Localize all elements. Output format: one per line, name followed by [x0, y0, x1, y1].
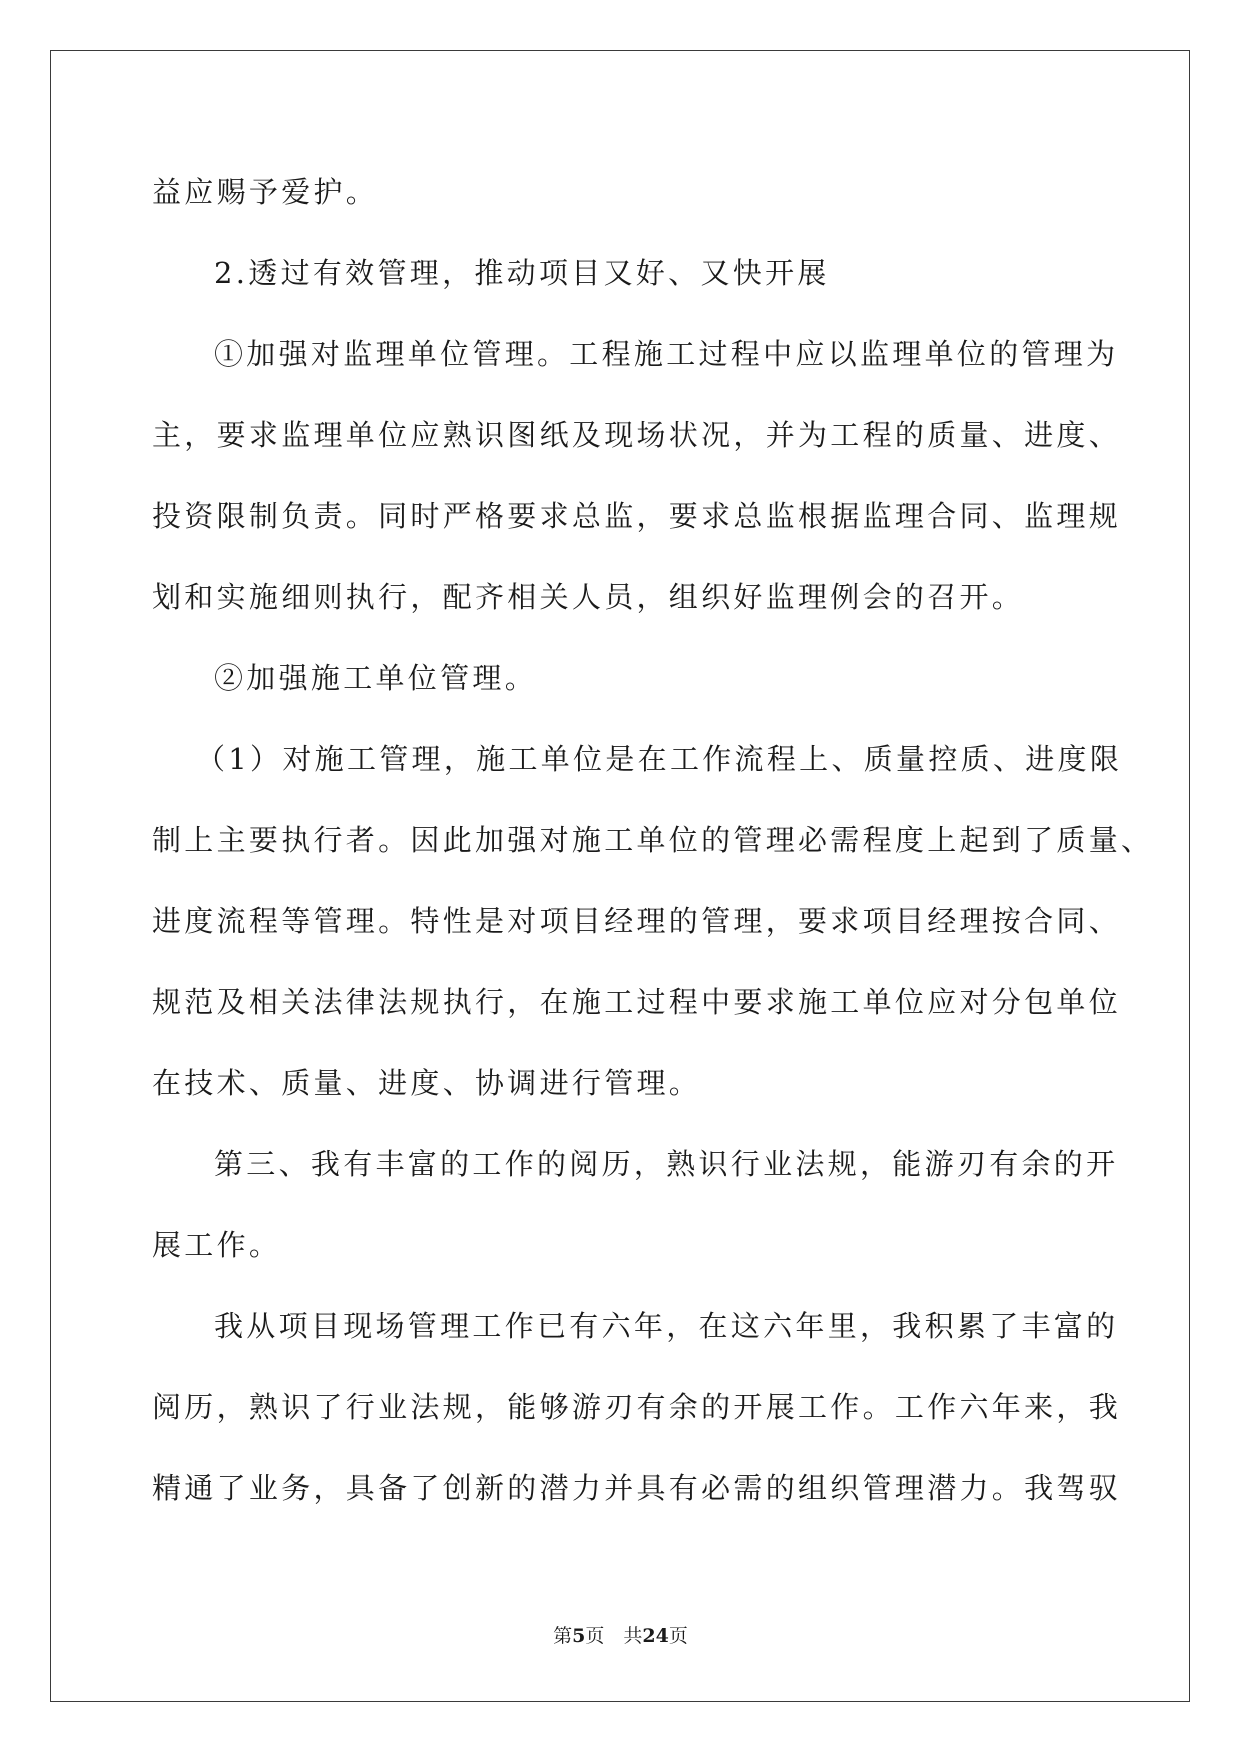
text-line: 投资限制负责。同时严格要求总监，要求总监根据监理合同、监理规: [152, 499, 1122, 533]
text-line: 阅历，熟识了行业法规，能够游刃有余的开展工作。工作六年来，我: [152, 1390, 1122, 1424]
text-line: 益应赐予爱护。: [152, 175, 379, 209]
page-footer: [0, 1624, 1241, 1648]
text-line: 第三、我有丰富的工作的阅历，熟识行业法规，能游刃有余的开: [214, 1147, 1119, 1181]
current-page-number: 5: [572, 1625, 586, 1647]
footer-suffix: 页: [668, 1625, 688, 1647]
text-line: 进度流程等管理。特性是对项目经理的管理，要求项目经理按合同、: [152, 904, 1122, 938]
text-line: 2.透过有效管理，推动项目又好、又快开展: [214, 256, 830, 290]
page-border: [50, 50, 1190, 1702]
text-line: 规范及相关法律法规执行，在施工过程中要求施工单位应对分包单位: [152, 985, 1122, 1019]
text-line: 精通了业务，具备了创新的潜力并具有必需的组织管理潜力。我驾驭: [152, 1471, 1122, 1505]
text-line: 主，要求监理单位应熟识图纸及现场状况，并为工程的质量、进度、: [152, 418, 1122, 452]
text-line: 制上主要执行者。因此加强对施工单位的管理必需程度上起到了质量、: [152, 823, 1154, 857]
text-line: 展工作。: [152, 1228, 282, 1262]
text-line: 在技术、质量、进度、协调进行管理。: [152, 1066, 702, 1100]
text-line: 我从项目现场管理工作已有六年，在这六年里，我积累了丰富的: [214, 1309, 1119, 1343]
text-line: ②加强施工单位管理。: [214, 661, 538, 695]
footer-mid: 页 共: [585, 1625, 643, 1647]
total-page-count: 24: [642, 1625, 669, 1647]
text-line: ①加强对监理单位管理。工程施工过程中应以监理单位的管理为: [214, 337, 1119, 371]
footer-prefix: 第: [553, 1625, 573, 1647]
text-line: （1）对施工管理，施工单位是在工作流程上、质量控质、进度限: [196, 742, 1123, 776]
text-line: 划和实施细则执行，配齐相关人员，组织好监理例会的召开。: [152, 580, 1025, 614]
